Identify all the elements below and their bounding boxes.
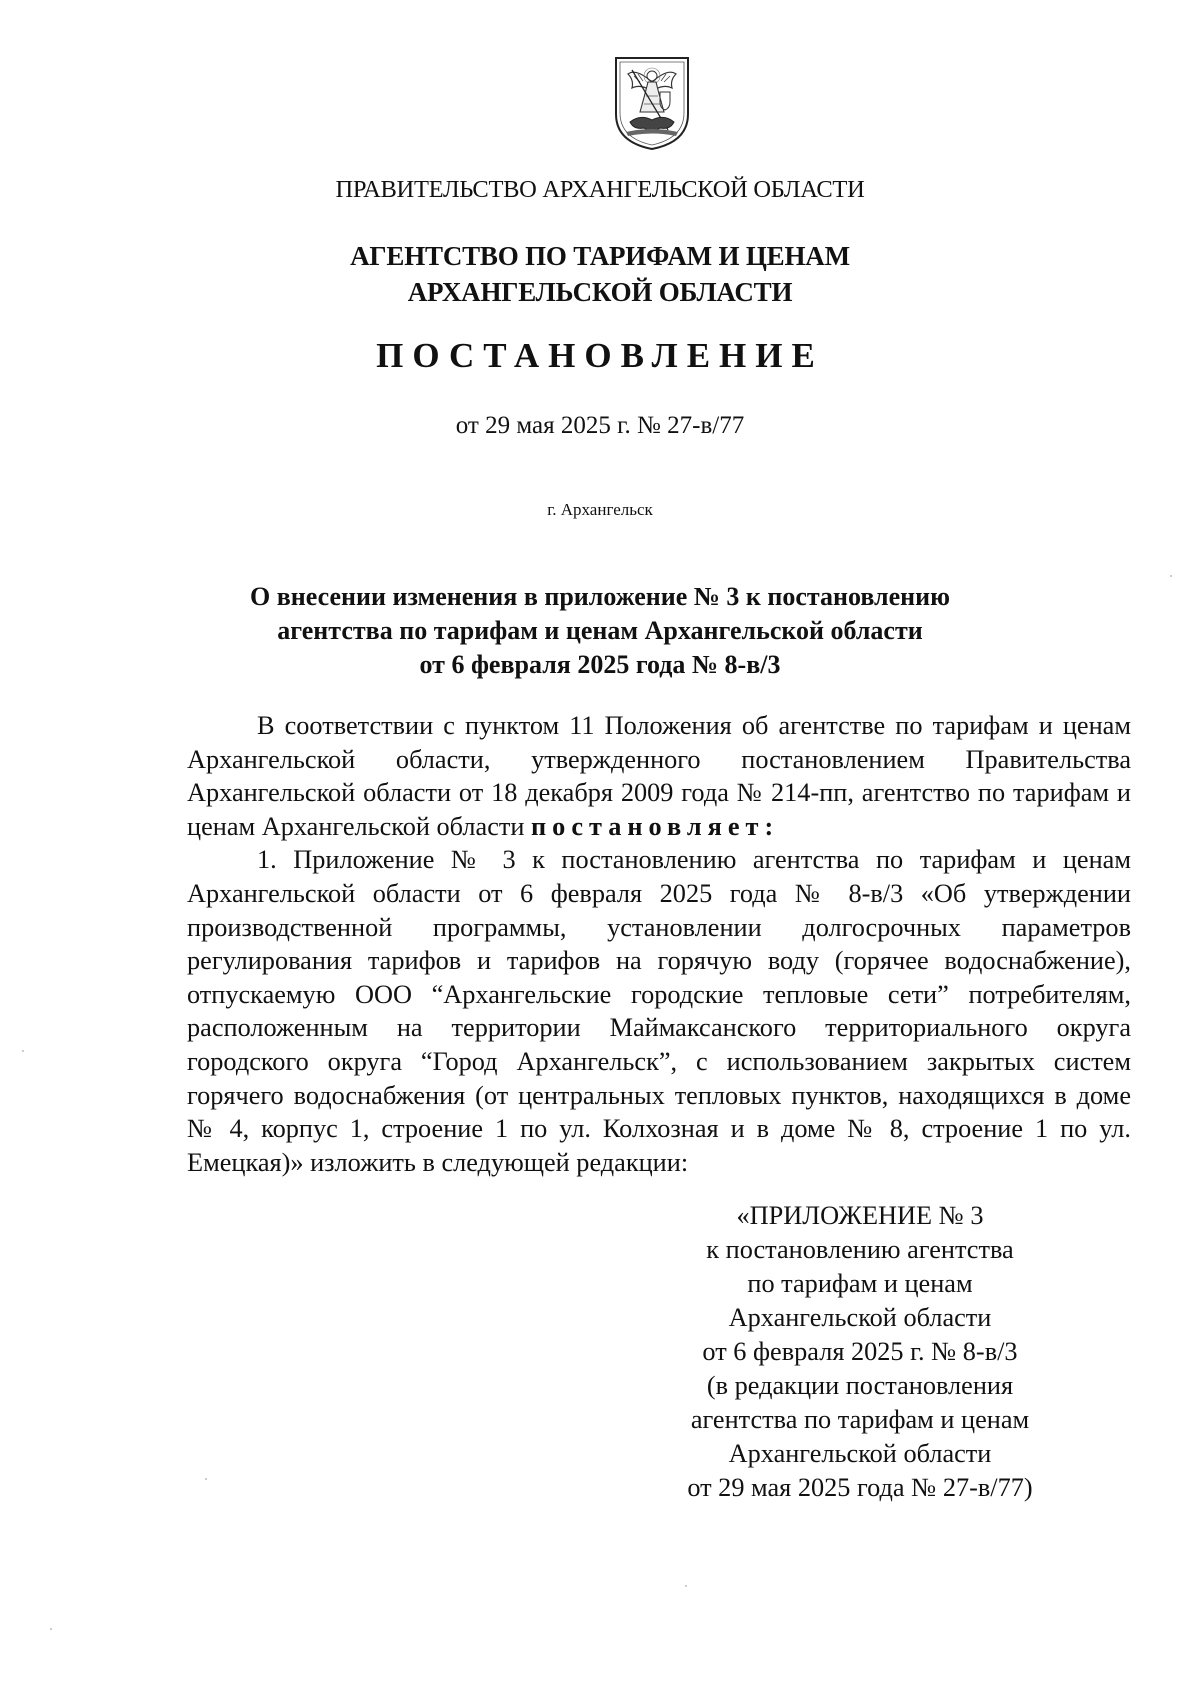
document-date-number: от 29 мая 2025 г. № 27-в/77 <box>455 412 745 439</box>
appendix-line: Архангельской области <box>728 1303 992 1332</box>
document-city: г. Архангельск <box>547 500 653 519</box>
item-1-paragraph: 1. Приложение № 3 к постановлению агентства по тарифам и ценам Архангельской области от 6 февраля 2025 года № 8-в/3 «Об утверждении производственной программы, установлении долгосрочных параметров регулирования тарифов и тарифов на горячую воду (горячее водоснабжение), отпускаемую ООО “Архангельские городские тепловые сети” потребителям, расположенным на территории Маймаксанского территориального округа городского округа “Город Архангельск”, с использованием закрытых систем горячего водоснабжения (от центральных тепловых пунктов, находящихся в доме № 4, корпус 1, строение 1 по ул. Колхозная и в доме № 8, строение 1 по ул. Емецкая)» изложить в следующей редакции: <box>187 845 1131 1177</box>
appendix-line: (в редакции постановления <box>706 1371 1014 1400</box>
appendix-heading <box>650 1199 1070 1505</box>
appendix-line: «ПРИЛОЖЕНИЕ № 3 <box>736 1201 984 1230</box>
appendix-line: от 29 мая 2025 года № 27-в/77) <box>687 1473 1033 1502</box>
agency-name-line1: АГЕНТСТВО ПО ТАРИФАМ И ЦЕНАМ <box>350 241 850 271</box>
scan-speck <box>50 1628 52 1630</box>
agency-name-line2: АРХАНГЕЛЬСКОЙ ОБЛАСТИ <box>407 277 793 307</box>
appendix-line: по тарифам и ценам <box>747 1269 973 1298</box>
government-name: ПРАВИТЕЛЬСТВО АРХАНГЕЛЬСКОЙ ОБЛАСТИ <box>335 176 865 203</box>
document-body <box>187 709 1131 1179</box>
scan-speck <box>685 1585 687 1587</box>
appendix-line: Архангельской области <box>728 1439 992 1468</box>
coat-of-arms-icon <box>610 52 694 152</box>
subject-line3: от 6 февраля 2025 года № 8-в/3 <box>419 650 781 679</box>
preamble-paragraph <box>187 709 1131 843</box>
scan-speck <box>205 1478 207 1480</box>
appendix-line: к постановлению агентства <box>706 1235 1014 1264</box>
document-type-title: ПОСТАНОВЛЕНИЕ <box>376 336 824 375</box>
scan-speck <box>22 1050 24 1052</box>
subject-line2: агентства по тарифам и ценам Архангельской области <box>277 616 923 645</box>
document-subject <box>0 580 1200 682</box>
appendix-line: от 6 февраля 2025 г. № 8-в/3 <box>702 1337 1018 1366</box>
appendix-line: агентства по тарифам и ценам <box>690 1405 1030 1434</box>
preamble-text: В соответствии с пунктом 11 Положения об агентстве по тарифам и ценам Архангельской области, утвержденного постановлением Правительства Архангельской области от 18 декабря 2009 года № 214-пп, агентство по тарифам и ценам Архангельской области <box>187 711 1131 841</box>
subject-line1: О внесении изменения в приложение № 3 к постановлению <box>250 582 950 611</box>
agency-name <box>0 238 1200 310</box>
scan-speck <box>1170 575 1172 577</box>
resolves-word: постановляет: <box>531 811 780 841</box>
